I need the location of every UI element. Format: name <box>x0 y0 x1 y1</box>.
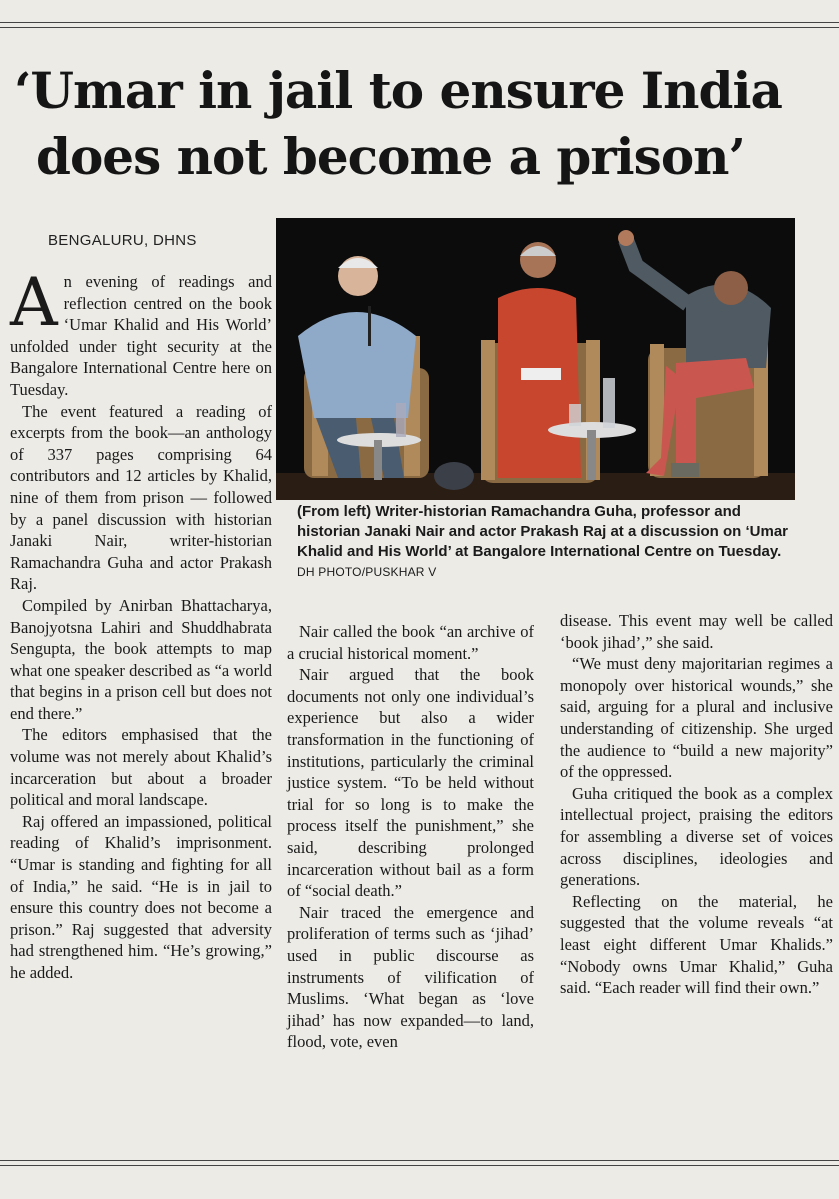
headline-line-1: ‘Umar in jail to ensure India <box>14 61 782 120</box>
bottom-rule-2 <box>0 1165 839 1166</box>
article-paragraph-5: Raj offered an impassioned, political reading of Khalid’s imprisonment. “Umar is standing and fighting for all of India,” he said. “He is in jail to ensure this country does not become a prison.” Raj suggested that adversity had strengthened him. “He’s growing,” he added. <box>10 811 272 982</box>
dropcap: A <box>10 264 58 341</box>
article-paragraph-9: “We must deny majoritarian regimes a monopoly over historical wounds,” she said, arguing for a plural and inclusive understanding of citizenship. She urged the audience to “build a new majority” of the oppressed. <box>560 654 833 782</box>
top-rule-1 <box>0 22 839 23</box>
article-paragraph-1: An evening of readings and reflection centred on the book ‘Umar Khalid and His World’ unfolded under tight security at the Bangalore International Centre here on Tuesday. <box>10 264 272 399</box>
article-paragraph-7: Nair argued that the book documents not only one individual’s experience but also a wider transformation in the functioning of institutions, particularly the criminal justice system. “To be held without trial for so long is to make the process itself the punishment,” she said, describing prolonged incarceration without bail as a form of “social death.” <box>287 665 534 901</box>
article-paragraph-8-part-1: Nair traced the emergence and proliferation of terms such as ‘jihad’ used in public discourse as instruments of vilification of Muslims. ‘What began as ‘love jihad’ has now expanded—to land, flood, vote, even <box>287 902 534 1052</box>
article-column-2 <box>287 621 534 1053</box>
article-paragraph-10: Guha critiqued the book as a complex intellectual project, praising the editors for assembling a diverse set of voices across disciplines, ideologies and generations. <box>560 783 833 890</box>
article-paragraph-8-part-2: disease. This event may well be called ‘book jihad’,” she said. <box>560 611 833 652</box>
photo-caption <box>297 502 797 582</box>
top-rule-2 <box>0 27 839 28</box>
article-paragraph-4: The editors emphasised that the volume was not merely about Khalid’s incarceration but about a broader political and moral landscape. <box>10 725 272 810</box>
byline: BENGALURU, DHNS <box>48 232 197 249</box>
headline <box>12 58 827 190</box>
photo-credit: DH PHOTO/PUSKHAR V <box>297 565 437 579</box>
article-paragraph-2: The event featured a reading of excerpts from the book—an anthology of 337 pages comprising 64 contributors and 12 articles by Khalid, nine of them from prison — followed by a panel discussion with historian Janaki Nair, writer-historian Ramachandra Guha and actor Prakash Raj. <box>10 401 272 594</box>
article-paragraph-11: Reflecting on the material, he suggested that the volume reveals “at least eight different Umar Khalids.” “Nobody owns Umar Khalid,” Guha said. “Each reader will find their own.” <box>560 891 833 998</box>
headline-line-2: does not become a prison’ <box>36 127 745 186</box>
event-photo-illustration <box>276 218 795 500</box>
article-paragraph-6: Nair called the book “an archive of a crucial historical moment.” <box>287 622 534 663</box>
event-photo <box>276 218 795 500</box>
article-column-3 <box>560 610 833 999</box>
article-column-1 <box>10 264 272 984</box>
bottom-rule-1 <box>0 1160 839 1161</box>
article-paragraph-3: Compiled by Anirban Bhattacharya, Banojyotsna Lahiri and Shuddhabrata Sengupta, the book attempts to map what one speaker described as “a world that begins in a prison cell but does not end there.” <box>10 595 272 723</box>
photo-caption-text: (From left) Writer-historian Ramachandra Guha, professor and historian Janaki Nair and actor Prakash Raj at a discussion on ‘Umar Khalid and His World’ at Bangalore International Centre on Tuesday. <box>297 503 789 560</box>
